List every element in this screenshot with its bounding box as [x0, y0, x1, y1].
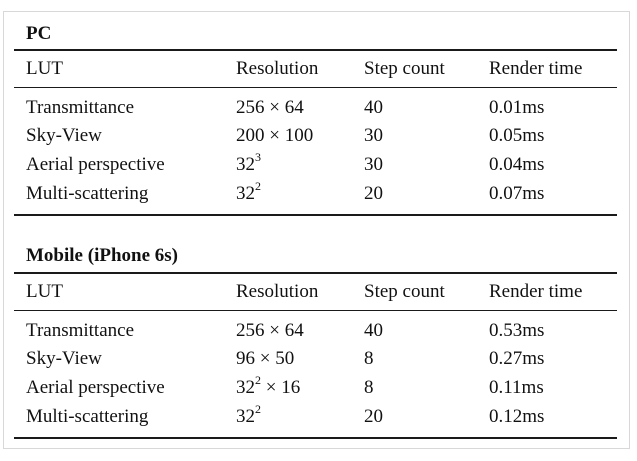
- render-time-cell: 0.04ms: [489, 154, 545, 175]
- resolution-cell: $32^2$: [236, 178, 261, 204]
- top-rule: [14, 272, 617, 274]
- header-row: [14, 279, 617, 305]
- step-count-cell: 40: [364, 320, 383, 341]
- step-count-cell: 20: [364, 183, 383, 204]
- resolution-cell: 96 × 50: [236, 348, 295, 369]
- table-row: [14, 95, 617, 121]
- table-row: [14, 401, 617, 430]
- lut-cell: Transmittance: [26, 320, 135, 341]
- header-rule: [14, 310, 617, 311]
- lut-cell: Aerial perspective: [26, 377, 165, 398]
- lut-cell: Sky-View: [26, 348, 102, 369]
- lut-cell: Transmittance: [26, 97, 135, 118]
- lut-cell: Aerial perspective: [26, 154, 165, 175]
- lut-cell: Sky-View: [26, 125, 102, 146]
- lut-cell: Multi-scattering: [26, 183, 149, 204]
- bottom-rule: [14, 214, 617, 216]
- resolution-cell: 256 × 64: [236, 320, 304, 341]
- top-rule: [14, 49, 617, 51]
- resolution-cell: 200 × 100: [236, 125, 314, 146]
- column-header-render-time: Render time: [489, 58, 583, 79]
- step-count-cell: 30: [364, 125, 383, 146]
- column-header-render-time: Render time: [489, 281, 583, 302]
- render-time-cell: 0.05ms: [489, 125, 545, 146]
- step-count-cell: 40: [364, 97, 383, 118]
- table-row: [14, 178, 617, 207]
- table-row: [14, 149, 617, 178]
- bottom-rule: [14, 437, 617, 439]
- lut-cell: Multi-scattering: [26, 406, 149, 427]
- column-header-resolution: Resolution: [236, 281, 319, 302]
- table-row: [14, 372, 617, 401]
- column-header-step-count: Step count: [364, 58, 445, 79]
- table-frame: [3, 11, 630, 449]
- table-row: [14, 318, 617, 344]
- step-count-cell: 8: [364, 348, 374, 369]
- render-time-cell: 0.12ms: [489, 406, 545, 427]
- resolution-cell: 256 × 64: [236, 97, 304, 118]
- step-count-cell: 8: [364, 377, 374, 398]
- step-count-cell: 30: [364, 154, 383, 175]
- step-count-cell: 20: [364, 406, 383, 427]
- render-time-cell: 0.11ms: [489, 377, 544, 398]
- render-time-cell: 0.07ms: [489, 183, 545, 204]
- column-header-lut: LUT: [26, 58, 63, 79]
- table-row: [14, 346, 617, 372]
- column-header-resolution: Resolution: [236, 58, 319, 79]
- section-title: Mobile (iPhone 6s): [26, 245, 178, 266]
- render-time-cell: 0.01ms: [489, 97, 545, 118]
- render-time-cell: 0.53ms: [489, 320, 545, 341]
- render-time-cell: 0.27ms: [489, 348, 545, 369]
- resolution-cell: $32^2$: [236, 401, 261, 427]
- header-rule: [14, 87, 617, 88]
- column-header-step-count: Step count: [364, 281, 445, 302]
- section-title: PC: [26, 23, 52, 44]
- table-row: [14, 123, 617, 149]
- column-header-lut: LUT: [26, 281, 63, 302]
- resolution-cell: $32^3$: [236, 149, 261, 175]
- header-row: [14, 56, 617, 82]
- resolution-cell: $32^2 \times 16$: [236, 372, 301, 398]
